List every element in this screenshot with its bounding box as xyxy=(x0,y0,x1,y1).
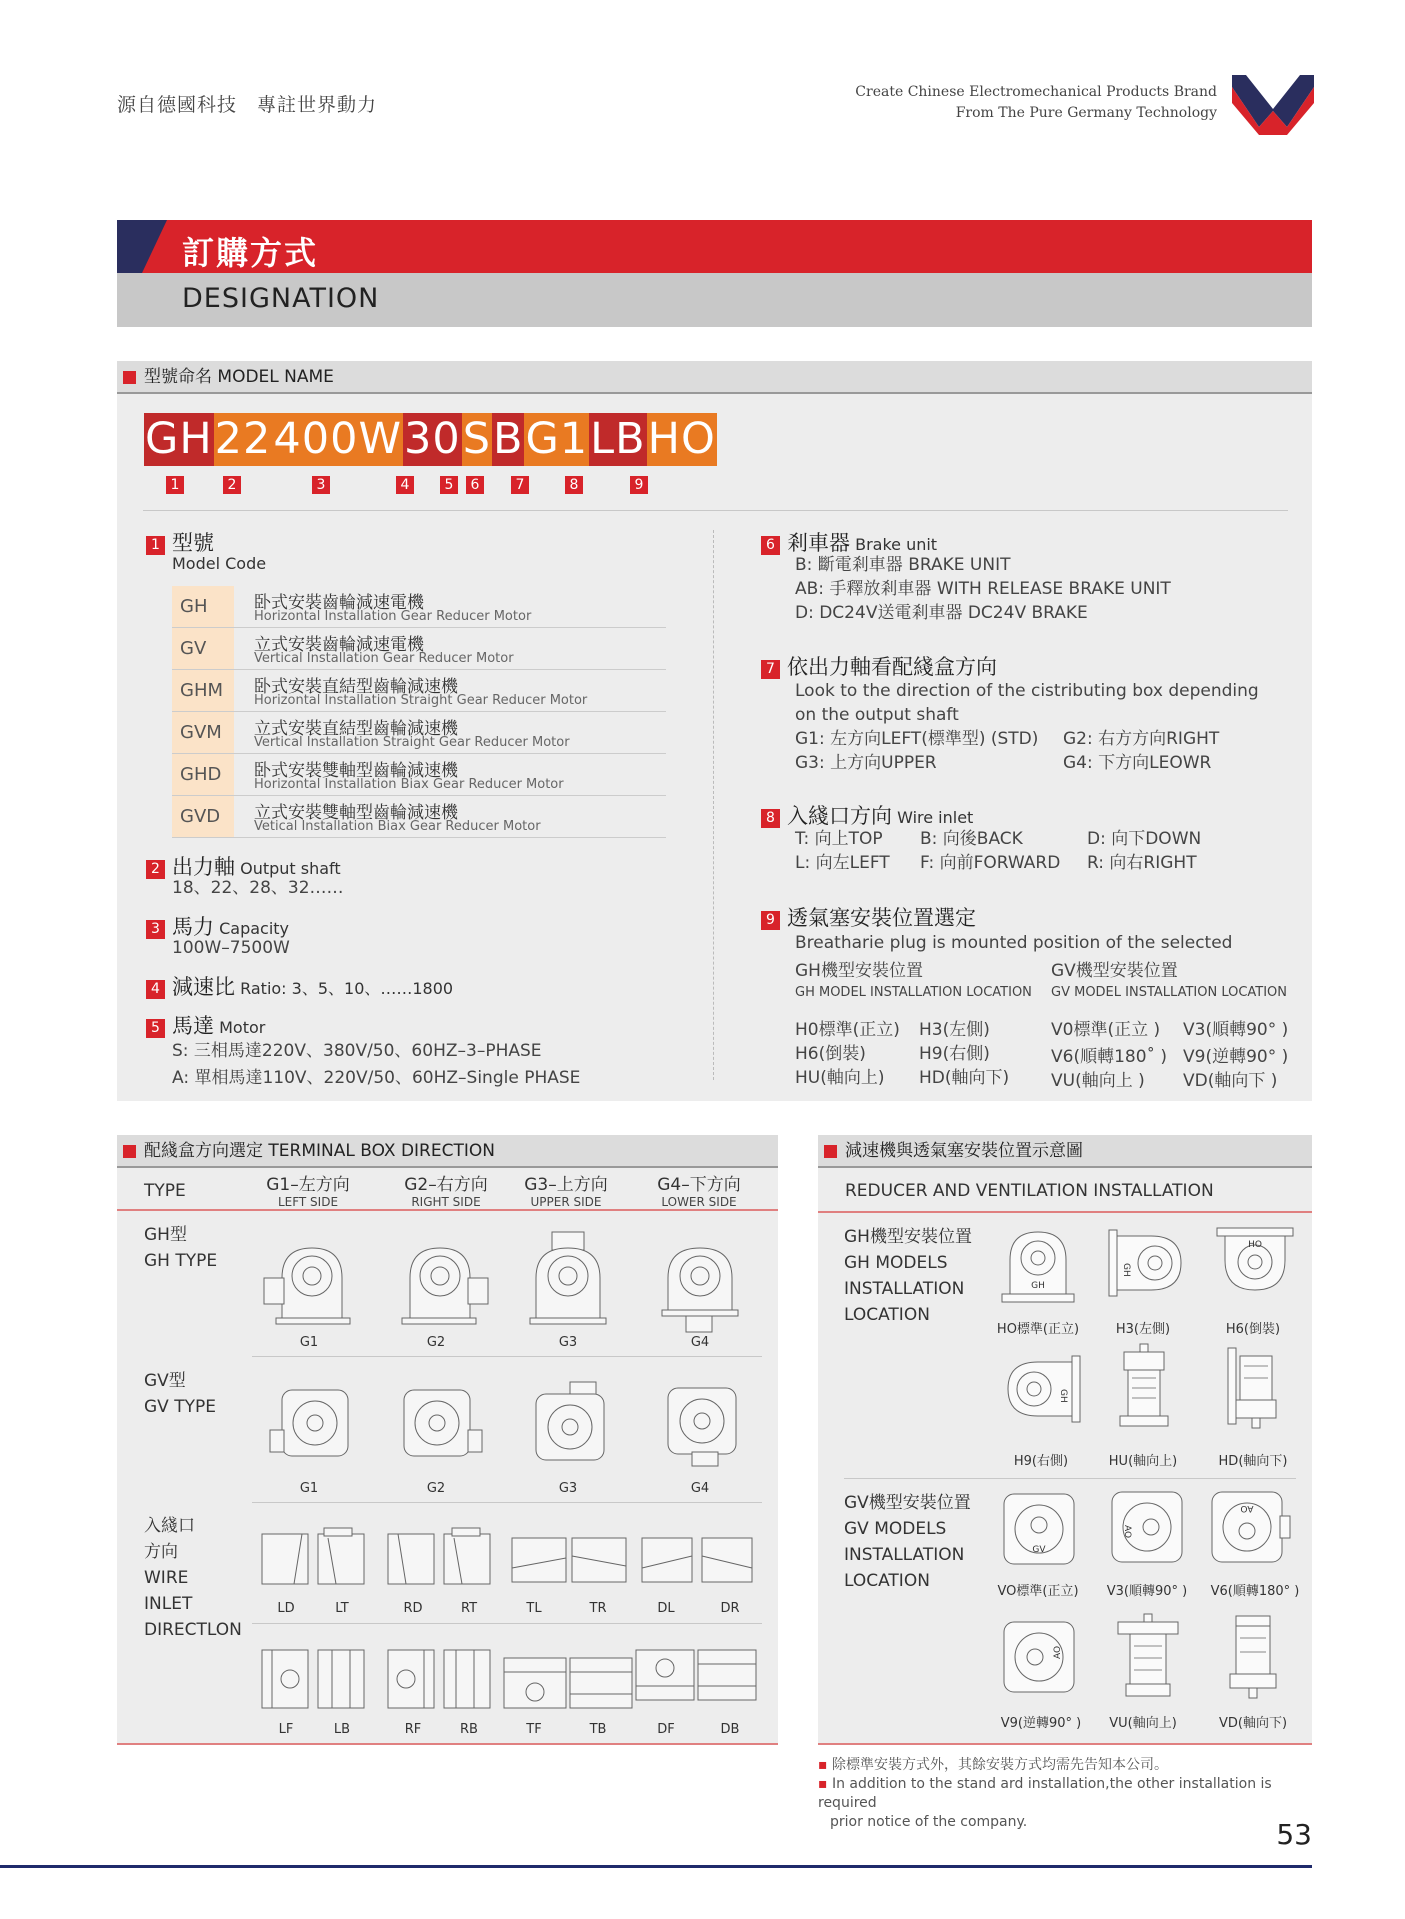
section-3-title-cn: 馬力 xyxy=(172,915,214,939)
gv-g2-drawing xyxy=(400,1386,486,1468)
model-seg-5: S xyxy=(462,414,491,464)
gh-models-line-4: LOCATION xyxy=(844,1305,930,1325)
col-title-cn: G1–左方向 xyxy=(266,1175,350,1195)
wire-code-tl: TL xyxy=(526,1601,542,1616)
column-divider xyxy=(713,530,714,1080)
tagline-en xyxy=(855,82,1217,124)
model-seg-1: GH xyxy=(145,414,213,464)
gh-pos-h0: H0標準(正立) xyxy=(795,1020,900,1040)
section-9-line-1: Breatharie plug is mounted position of the selected xyxy=(795,933,1233,953)
wire-code-lf: LF xyxy=(278,1722,294,1737)
wire-dr-drawing xyxy=(702,1538,752,1582)
gh-h6-drawing xyxy=(1215,1226,1295,1298)
divider-red xyxy=(117,1209,778,1211)
gv-models-label xyxy=(844,1490,971,1594)
code-desc-cn: 卧式安裝雙軸型齒輪減速機 xyxy=(254,761,458,781)
model-index-6: 6 xyxy=(466,476,484,494)
wire-row-2-drawings xyxy=(258,1646,758,1712)
gh-h3-drawing xyxy=(1107,1226,1189,1300)
wire-db-drawing xyxy=(698,1650,756,1700)
gv-models-line-3: INSTALLATION xyxy=(844,1545,965,1565)
section-9-title-cn: 透氣塞安裝位置選定 xyxy=(787,906,976,930)
section-7-g3: G3: 上方向UPPER xyxy=(795,753,937,773)
section-7-g1: G1: 左方向LEFT(標準型) (STD) xyxy=(795,729,1039,749)
col-title-en: LEFT SIDE xyxy=(277,1195,339,1209)
wire-tb-drawing xyxy=(570,1658,632,1708)
gh-location-cn: GH機型安裝位置 xyxy=(795,961,923,981)
section-7-g4: G4: 下方向LEOWR xyxy=(1063,753,1212,773)
wire-code-rf: RF xyxy=(404,1722,422,1737)
gh-cap-ho: HO標準(正立) xyxy=(996,1322,1080,1337)
gh-pos-hd: HD(軸向下) xyxy=(919,1068,1010,1088)
model-index-7: 7 xyxy=(511,476,529,494)
code-desc-cn: 卧式安裝齒輪減速電機 xyxy=(254,593,424,613)
section-8-title-en: Wire inlet xyxy=(897,808,974,827)
note-3: prior notice of the company. xyxy=(830,1814,1028,1830)
section-2-title-cn: 出力軸 xyxy=(172,855,235,879)
section-7-line-2: on the output shaft xyxy=(795,705,959,725)
terminal-col-g1 xyxy=(258,1170,358,1209)
bullet-square-icon xyxy=(824,1145,837,1158)
reducer-subtitle: REDUCER AND VENTILATION INSTALLATION xyxy=(845,1181,1214,1201)
section-6-title-en: Brake unit xyxy=(855,535,938,554)
wire-code-rb: RB xyxy=(460,1722,478,1737)
terminal-title: 配綫盒方向選定 TERMINAL BOX DIRECTION xyxy=(144,1141,495,1161)
gv-pos-vd: VD(軸向下 ) xyxy=(1183,1071,1278,1091)
tagline-cn: 源自德國科技 專註世界動力 xyxy=(117,94,378,116)
model-seg-9: HO xyxy=(647,414,716,464)
bullet-square-icon xyxy=(123,1145,136,1158)
wire-code-df: DF xyxy=(657,1722,675,1737)
col-title-cn: G3–上方向 xyxy=(524,1175,608,1195)
section-4-heading xyxy=(146,971,453,1001)
gh-g4-drawing xyxy=(660,1238,740,1336)
section-7-title-cn: 依出力軸看配綫盒方向 xyxy=(787,655,997,679)
wire-code-db: DB xyxy=(720,1722,740,1737)
gv-cap-v9: V9(逆轉90° ) xyxy=(1000,1716,1082,1731)
section-3-title-en: Capacity xyxy=(219,919,290,938)
gh-caption-g1: G1 xyxy=(299,1335,319,1350)
gv-g3-drawing xyxy=(530,1380,610,1468)
gh-models-line-2: GH MODELS xyxy=(844,1253,948,1273)
brand-logo-icon xyxy=(1232,75,1314,135)
gv-type-cn: GV型 xyxy=(144,1371,186,1391)
section-5-line-2: A: 單相馬達110V、220V/50、60HZ–Single PHASE xyxy=(172,1068,581,1088)
gv-type-label xyxy=(144,1368,216,1420)
wire-code-ld: LD xyxy=(277,1601,295,1616)
wire-label-line-5: DIRECTLON xyxy=(144,1620,242,1640)
code-desc-en: Horizontal Installation Straight Gear Reducer Motor xyxy=(254,693,588,708)
section-8-title-cn: 入綫口方向 xyxy=(787,804,892,828)
gv-pos-v6: V6(順轉180˚ ) xyxy=(1051,1047,1168,1067)
wire-top: T: 向上TOP xyxy=(795,829,883,849)
section-7-line-1: Look to the direction of the cistributing box depending xyxy=(795,681,1259,701)
gh-pos-h3: H3(左側) xyxy=(919,1020,990,1040)
gv-v6-drawing xyxy=(1208,1486,1292,1570)
gv-vu-drawing xyxy=(1110,1612,1186,1702)
code-desc-en: Horizontal Installation Biax Gear Reducer Motor xyxy=(254,777,564,792)
gh-caption-g2: G2 xyxy=(426,1335,446,1350)
section-num: 1 xyxy=(146,536,165,555)
gv-pos-v0: V0標準(正立 ) xyxy=(1051,1020,1161,1040)
gh-caption-g3: G3 xyxy=(558,1335,578,1350)
gv-caption-g3: G3 xyxy=(558,1481,578,1496)
section-6-line-2: AB: 手釋放剎車器 WITH RELEASE BRAKE UNIT xyxy=(795,579,1171,599)
gh-g1-drawing xyxy=(262,1238,356,1328)
gv-cap-vu: VU(軸向上) xyxy=(1109,1716,1177,1731)
code-label: GVM xyxy=(172,712,234,753)
terminal-col-g2 xyxy=(396,1170,496,1209)
section-num: 2 xyxy=(146,860,165,879)
gh-pos-h6: H6(倒裝) xyxy=(795,1044,866,1064)
code-row-ghm xyxy=(172,670,666,712)
gv-g1-drawing xyxy=(266,1386,352,1468)
section-num: 6 xyxy=(761,536,780,555)
gh-g3-drawing xyxy=(528,1230,608,1328)
gv-location-en: GV MODEL INSTALLATION LOCATION xyxy=(1051,985,1288,1000)
gv-cap-vo: VO標準(正立) xyxy=(997,1584,1079,1599)
model-name-title: 型號命名 MODEL NAME xyxy=(144,367,334,387)
glyph-v3: AO xyxy=(1122,1525,1132,1539)
code-desc-cn: 立式安裝直結型齒輪減速機 xyxy=(254,719,458,739)
notes xyxy=(818,1756,1312,1832)
tagline-en-line-1: Create Chinese Electromechanical Products Brand xyxy=(855,84,1217,100)
model-code-example xyxy=(144,413,717,466)
code-desc-cn: 立式安裝齒輪減速電機 xyxy=(254,635,424,655)
divider xyxy=(252,1502,762,1503)
glyph-v9: AO xyxy=(1053,1645,1063,1659)
gv-models-line-1: GV機型安裝位置 xyxy=(844,1493,971,1513)
model-seg-3: 400W xyxy=(273,414,402,464)
section-num: 9 xyxy=(761,911,780,930)
code-label: GVD xyxy=(172,796,234,837)
section-6-title-cn: 剎車器 xyxy=(787,531,850,555)
gh-models-label xyxy=(844,1224,972,1328)
gh-pos-h9: H9(右側) xyxy=(919,1044,990,1064)
wire-code-dl: DL xyxy=(657,1601,675,1616)
section-2-title-en: Output shaft xyxy=(240,859,341,878)
note-2: In addition to the stand ard installation,the other installation is required xyxy=(818,1776,1272,1811)
glyph-h3: GH xyxy=(1121,1263,1131,1277)
glyph-gh: GH xyxy=(1031,1281,1045,1291)
section-5-line-1: S: 三相馬達220V、380V/50、60HZ–3–PHASE xyxy=(172,1041,542,1061)
code-label: GH xyxy=(172,586,234,627)
terminal-type-label: TYPE xyxy=(144,1181,186,1201)
gv-pos-v9: V9(逆轉90° ) xyxy=(1183,1047,1289,1067)
terminal-col-g3 xyxy=(516,1170,616,1209)
gv-caption-g4: G4 xyxy=(690,1481,710,1496)
code-desc-en: Horizontal Installation Gear Reducer Motor xyxy=(254,609,532,624)
wire-label-line-2: 方向 xyxy=(144,1542,178,1562)
section-1-title-en: Model Code xyxy=(172,554,267,573)
divider xyxy=(143,510,1288,511)
bullet-square-icon xyxy=(123,371,136,384)
glyph-v6: AO xyxy=(1240,1503,1254,1513)
gh-hu-drawing xyxy=(1118,1342,1170,1430)
wire-code-lt: LT xyxy=(335,1601,349,1616)
wire-right: R: 向右RIGHT xyxy=(1087,853,1197,873)
model-seg-7: G1 xyxy=(525,414,589,464)
wire-label-line-4: INLET xyxy=(144,1594,193,1614)
model-index-4: 4 xyxy=(396,476,414,494)
code-desc-en: Vertical Installation Gear Reducer Motor xyxy=(254,651,514,666)
col-title-cn: G2–右方向 xyxy=(404,1175,488,1195)
gh-cap-h6: H6(倒裝) xyxy=(1225,1322,1281,1337)
bullet-icon: ▪ xyxy=(818,1757,828,1773)
model-index-8: 8 xyxy=(565,476,583,494)
wire-back: B: 向後BACK xyxy=(920,829,1023,849)
footer-line xyxy=(0,1865,1312,1868)
code-desc-en: Vertical Installation Straight Gear Reducer Motor xyxy=(254,735,570,750)
divider-red xyxy=(818,1211,1312,1213)
section-1-heading xyxy=(146,527,214,557)
gv-pos-v3: V3(順轉90° ) xyxy=(1183,1020,1289,1040)
gv-caption-g1: G1 xyxy=(299,1481,319,1496)
model-index-3: 3 xyxy=(312,476,330,494)
wire-row-1-drawings xyxy=(258,1526,758,1592)
code-row-gv xyxy=(172,628,666,670)
wire-rb-drawing xyxy=(444,1650,490,1708)
code-label: GV xyxy=(172,628,234,669)
wire-code-rt: RT xyxy=(460,1601,478,1616)
gv-vo-drawing xyxy=(1000,1490,1078,1568)
gv-cap-vd: VD(軸向下) xyxy=(1218,1716,1288,1731)
section-6-line-3: D: DC24V送電剎車器 DC24V BRAKE xyxy=(795,603,1088,623)
code-row-gvd xyxy=(172,796,666,838)
code-desc-en: Vetical Installation Biax Gear Reducer Motor xyxy=(254,819,541,834)
section-2-text: 18、22、28、32…… xyxy=(172,878,344,898)
wire-lb-drawing xyxy=(318,1650,364,1708)
section-num: 4 xyxy=(146,980,165,999)
wire-inlet-label xyxy=(144,1513,242,1643)
model-index-2: 2 xyxy=(223,476,241,494)
code-label: GHM xyxy=(172,670,234,711)
model-index-9: 9 xyxy=(630,476,648,494)
gv-g4-drawing xyxy=(662,1386,742,1474)
wire-left: L: 向左LEFT xyxy=(795,853,890,873)
glyph-h9: GH xyxy=(1058,1389,1068,1403)
divider xyxy=(844,1478,1296,1479)
model-seg-6: B xyxy=(492,414,524,464)
wire-forward: F: 向前FORWARD xyxy=(920,853,1061,873)
gh-cap-hd: HD(軸向下) xyxy=(1218,1454,1288,1469)
section-5-heading xyxy=(146,1010,265,1040)
wire-code-tf: TF xyxy=(526,1722,542,1737)
gv-v9-drawing xyxy=(1000,1618,1082,1700)
wire-tr-drawing xyxy=(572,1538,626,1582)
glyph-h6: HO xyxy=(1248,1240,1262,1250)
gh-type-cn: GH型 xyxy=(144,1225,187,1245)
bullet-icon: ▪ xyxy=(818,1776,828,1792)
section-6-line-1: B: 斷電剎車器 BRAKE UNIT xyxy=(795,555,1011,575)
section-1-title-cn: 型號 xyxy=(172,531,214,555)
code-desc-cn: 立式安裝雙軸型齒輪減速機 xyxy=(254,803,458,823)
wire-code-rd: RD xyxy=(403,1601,423,1616)
gv-models-line-2: GV MODELS xyxy=(844,1519,947,1539)
code-label: GHD xyxy=(172,754,234,795)
wire-lt-drawing xyxy=(318,1534,364,1584)
gh-models-line-3: INSTALLATION xyxy=(844,1279,965,1299)
gh-models-line-1: GH機型安裝位置 xyxy=(844,1227,972,1247)
gh-cap-h3: H3(左側) xyxy=(1115,1322,1171,1337)
section-4-title-en: Ratio: 3、5、10、……1800 xyxy=(240,979,454,998)
gh-type-label xyxy=(144,1222,217,1274)
wire-label-line-1: 入綫口 xyxy=(144,1516,195,1536)
gh-g2-drawing xyxy=(396,1238,490,1328)
code-row-gh xyxy=(172,586,666,628)
code-row-ghd xyxy=(172,754,666,796)
wire-dl-drawing xyxy=(642,1538,692,1582)
page-title: 訂購方式 xyxy=(182,234,319,272)
divider-red xyxy=(117,1743,778,1745)
gv-models-line-4: LOCATION xyxy=(844,1571,930,1591)
tagline-en-line-2: From The Pure Germany Technology xyxy=(955,105,1217,121)
model-seg-2: 22 xyxy=(214,414,272,464)
gv-caption-g2: G2 xyxy=(426,1481,446,1496)
col-title-en: UPPER SIDE xyxy=(530,1195,602,1209)
wire-rt-drawing xyxy=(444,1534,490,1584)
section-num: 7 xyxy=(761,660,780,679)
code-row-gvm xyxy=(172,712,666,754)
gh-pos-hu: HU(軸向上) xyxy=(795,1068,885,1088)
gv-cap-v6: V6(順轉180° ) xyxy=(1210,1584,1300,1599)
gh-type-en: GH TYPE xyxy=(144,1251,218,1271)
gh-h9-drawing xyxy=(1000,1352,1082,1426)
wire-label-line-3: WIRE xyxy=(144,1568,189,1588)
wire-code-tb: TB xyxy=(589,1722,607,1737)
reducer-header xyxy=(818,1135,1312,1168)
wire-down: D: 向下DOWN xyxy=(1087,829,1202,849)
model-name-header xyxy=(117,361,1312,394)
wire-code-dr: DR xyxy=(720,1601,740,1616)
model-index-1: 1 xyxy=(166,476,184,494)
gh-location-en: GH MODEL INSTALLATION LOCATION xyxy=(795,985,1032,1000)
section-3-text: 100W–7500W xyxy=(172,938,290,958)
col-title-cn: G4–下方向 xyxy=(657,1175,741,1195)
terminal-header xyxy=(117,1135,778,1168)
page-number: 53 xyxy=(1276,1818,1312,1851)
wire-rd-drawing xyxy=(388,1534,434,1584)
gh-ho-drawing xyxy=(1000,1226,1076,1308)
model-seg-8: LB xyxy=(590,414,646,464)
section-8-heading xyxy=(761,800,973,830)
model-seg-4: 30 xyxy=(403,414,461,464)
model-index-5: 5 xyxy=(440,476,458,494)
gv-cap-v3: V3(順轉90° ) xyxy=(1106,1584,1188,1599)
section-9-heading xyxy=(761,902,976,932)
gh-caption-g4: G4 xyxy=(690,1335,710,1350)
section-5-title-en: Motor xyxy=(219,1018,266,1037)
note-1: 除標準安裝方式外，其餘安裝方式均需先告知本公司。 xyxy=(831,1757,1168,1773)
gv-pos-vu: VU(軸向上 ) xyxy=(1051,1071,1145,1091)
gh-cap-h9: H9(右側) xyxy=(1013,1454,1069,1469)
gv-v3-drawing xyxy=(1104,1486,1188,1570)
col-title-en: LOWER SIDE xyxy=(661,1195,737,1209)
gv-vd-drawing xyxy=(1228,1614,1278,1704)
page-subtitle: DESIGNATION xyxy=(182,283,380,314)
section-num: 5 xyxy=(146,1019,165,1038)
divider xyxy=(252,1356,762,1357)
reducer-title: 減速機與透氣塞安裝位置示意圖 xyxy=(845,1141,1083,1161)
section-num: 8 xyxy=(761,809,780,828)
section-num: 3 xyxy=(146,920,165,939)
glyph-gv: GV xyxy=(1032,1545,1046,1555)
gv-location-cn: GV機型安裝位置 xyxy=(1051,961,1178,981)
terminal-col-g4 xyxy=(649,1170,749,1209)
gh-cap-hu: HU(軸向上) xyxy=(1108,1454,1178,1469)
col-title-en: RIGHT SIDE xyxy=(411,1195,481,1209)
gh-hd-drawing xyxy=(1226,1346,1282,1434)
code-desc-cn: 卧式安裝直結型齒輪減速機 xyxy=(254,677,458,697)
divider-red xyxy=(818,1743,1312,1745)
section-7-heading xyxy=(761,651,997,681)
wire-code-lb: LB xyxy=(333,1722,351,1737)
wire-code-tr: TR xyxy=(589,1601,607,1616)
section-5-title-cn: 馬達 xyxy=(172,1014,214,1038)
section-4-title-cn: 減速比 xyxy=(172,975,235,999)
gv-type-en: GV TYPE xyxy=(144,1397,216,1417)
section-7-g2: G2: 右方方向RIGHT xyxy=(1063,729,1220,749)
divider xyxy=(252,1623,762,1624)
